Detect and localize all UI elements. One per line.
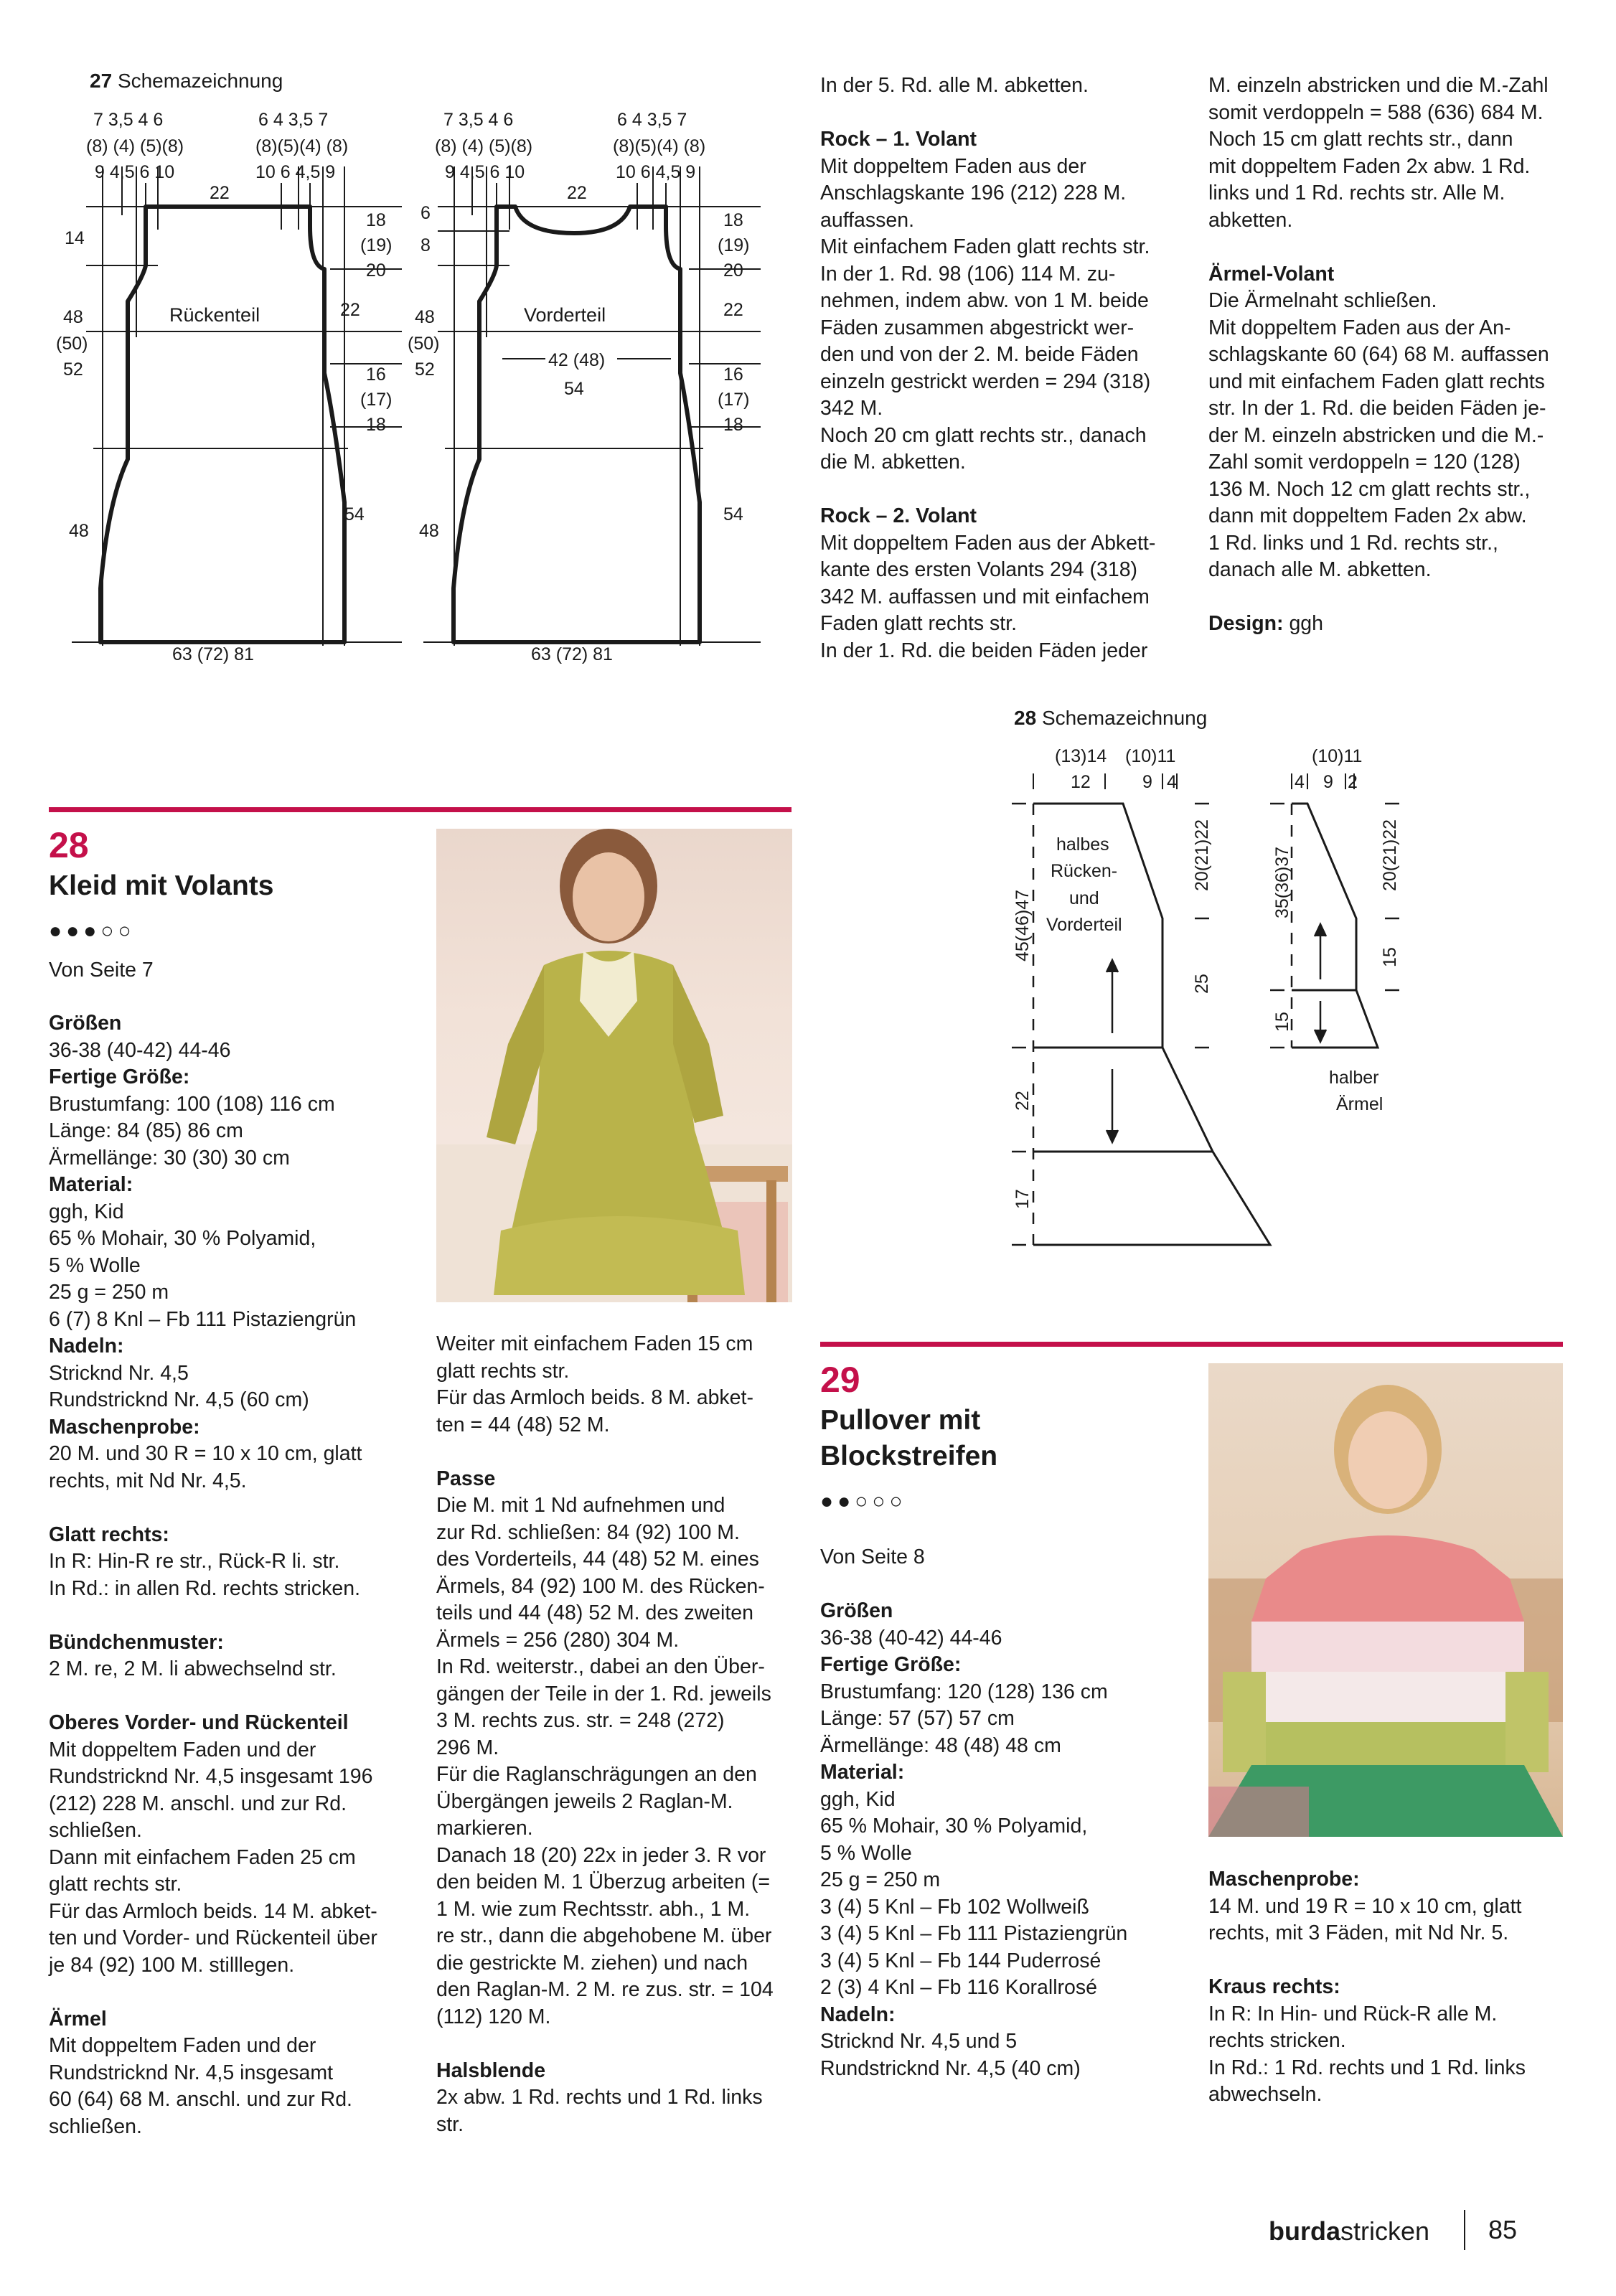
body-left-17: 17 xyxy=(1013,1189,1033,1209)
col2-line: teils und 44 (48) 52 M. des zweiten xyxy=(436,1601,753,1624)
back-left-48: 48 xyxy=(63,307,83,327)
col2-line: Für die Raglanschrägungen an den xyxy=(436,1763,757,1786)
back-top-right-1: 6 4 3,5 7 xyxy=(258,110,329,130)
section-heading: Ärmel xyxy=(49,2007,107,2031)
article28-photo xyxy=(436,829,792,1302)
spec-line: ggh, Kid xyxy=(49,1200,124,1223)
spec-line: Rundstricknd Nr. 4,5 (40 cm) xyxy=(820,2056,1081,2080)
front-piece-label: Vorderteil xyxy=(524,304,606,326)
col2-line: 2x abw. 1 Rd. rechts und 1 Rd. links xyxy=(436,2086,763,2109)
article28-difficulty: ●●●○○ xyxy=(49,919,136,943)
front-top-left-1: 7 3,5 4 6 xyxy=(443,110,514,130)
article29-difficulty: ●●○○○ xyxy=(820,1490,907,1513)
body-top-2: (10)11 xyxy=(1125,746,1176,766)
col4-line: In R: In Hin- und Rück-R alle M. xyxy=(1208,2002,1498,2026)
col4-line: In Rd.: 1 Rd. rechts und 1 Rd. links xyxy=(1208,2056,1526,2079)
col2-line: Ärmels = 256 (280) 304 M. xyxy=(436,1628,680,1652)
sleeve-top-4: 2 xyxy=(1348,772,1358,792)
article28-rule xyxy=(49,807,791,812)
spec-heading-gauge: Maschenprobe: xyxy=(1208,1868,1360,1891)
spec-line: Stricknd Nr. 4,5 xyxy=(49,1361,189,1385)
front-top-right-2: (8)(5)(4) (8) xyxy=(613,136,706,156)
article29-rule xyxy=(820,1342,1563,1347)
body-label-2: Rücken- xyxy=(1051,861,1118,881)
col4-line: 14 M. und 19 R = 10 x 10 cm, glatt xyxy=(1208,1894,1522,1918)
front-neck: 22 xyxy=(567,183,587,203)
schema28-caption: 28 Schemazeichnung xyxy=(1014,707,1208,729)
col4-line: links und 1 Rd. rechts str. Alle M. xyxy=(1208,182,1505,204)
front-right-22: 22 xyxy=(723,300,743,320)
column4-top-text xyxy=(1208,72,1582,638)
front-right-17: (17) xyxy=(718,390,750,410)
article28-body xyxy=(49,1010,422,2140)
spec-heading-needles: Nadeln: xyxy=(49,1335,124,1358)
spec-heading-finished-size: Fertige Größe: xyxy=(49,1065,190,1088)
col4-line: Zahl somit verdoppeln = 120 (128) xyxy=(1208,451,1521,474)
section-heading: Bündchenmuster: xyxy=(49,1630,224,1654)
front-right-54: 54 xyxy=(723,504,743,524)
spec-line: Länge: 57 (57) 57 cm xyxy=(820,1707,1015,1730)
spec-line: 20 M. und 30 R = 10 x 10 cm, glatt xyxy=(49,1442,362,1465)
col3-line: Faden glatt rechts str. xyxy=(820,612,1018,635)
sleeve-right-15: 15 xyxy=(1380,947,1400,967)
spec-line: In R: Hin-R re str., Rück-R li. str. xyxy=(49,1550,340,1573)
spec-line: Ärmellänge: 30 (30) 30 cm xyxy=(49,1146,290,1170)
spec-line: glatt rechts str. xyxy=(49,1873,182,1896)
col4-line: somit verdoppeln = 588 (636) 684 M. xyxy=(1208,100,1544,124)
spec-line: 3 (4) 5 Knl – Fb 144 Puderrosé xyxy=(820,1949,1101,1972)
spec-line: Mit doppeltem Faden und der xyxy=(49,2034,316,2057)
spec-line: Brustumfang: 100 (108) 116 cm xyxy=(49,1092,335,1116)
brand-bold: burda xyxy=(1269,2216,1341,2246)
col3-line: nehmen, indem abw. von 1 M. beide xyxy=(820,289,1149,312)
col2-line: Danach 18 (20) 22x in jeder 3. R vor xyxy=(436,1843,766,1867)
col2-line: die gestrickte M. ziehen) und nach xyxy=(436,1951,748,1975)
col4-line: 136 M. Noch 12 cm glatt rechts str., xyxy=(1208,477,1531,501)
section-heading-kraus: Kraus rechts: xyxy=(1208,1975,1340,1998)
spec-heading-sizes: Größen xyxy=(49,1012,122,1035)
col4-line: dann mit doppeltem Faden 2x abw. xyxy=(1208,504,1527,527)
spec-line: 65 % Mohair, 30 % Polyamid, xyxy=(49,1227,316,1250)
col2-line: In Rd. weiterstr., dabei an den Über- xyxy=(436,1655,765,1678)
spec-line: 65 % Mohair, 30 % Polyamid, xyxy=(820,1815,1088,1838)
spec-line: 25 g = 250 m xyxy=(49,1281,169,1304)
back-left-52: 52 xyxy=(63,359,83,380)
spec-line: 36-38 (40-42) 44-46 xyxy=(49,1038,231,1062)
article29-photo xyxy=(1208,1363,1563,1837)
spec-line: 2 (3) 4 Knl – Fb 116 Korallrosé xyxy=(820,1976,1098,1999)
spec-line: 6 (7) 8 Knl – Fb 111 Pistaziengrün xyxy=(49,1307,357,1331)
schema28-diagram xyxy=(1005,739,1450,1256)
col3-line: Anschlagskante 196 (212) 228 M. xyxy=(820,182,1127,204)
front-mid-width-1: 42 (48) xyxy=(548,350,606,370)
col3-line: In der 1. Rd. 98 (106) 114 M. zu- xyxy=(820,262,1116,286)
col4-line: 1 Rd. links und 1 Rd. rechts str., xyxy=(1208,531,1498,555)
body-top-1: (13)14 xyxy=(1055,746,1107,766)
back-top-right-3: 10 6 4,5 9 xyxy=(255,162,336,182)
col2-line: 1 M. wie zum Rechtsstr. abh., 1 M. xyxy=(436,1897,751,1921)
col4-line: rechts, mit 3 Fäden, mit Nd Nr. 5. xyxy=(1208,1921,1509,1944)
spec-heading-material: Material: xyxy=(820,1761,905,1784)
back-right-17: (17) xyxy=(360,390,393,410)
col3-line: Mit einfachem Faden glatt rechts str. xyxy=(820,235,1150,258)
back-right-16: 16 xyxy=(366,364,386,385)
front-right-19: (19) xyxy=(718,235,750,255)
front-top-left-2: (8) (4) (5)(8) xyxy=(435,136,533,156)
col2-line: Übergängen jeweils 2 Raglan-M. xyxy=(436,1789,733,1813)
col4-line: Noch 15 cm glatt rechts str., dann xyxy=(1208,128,1513,151)
front-bottom-width: 63 (72) 81 xyxy=(531,644,613,664)
front-right-18b: 18 xyxy=(723,415,743,435)
col4-line: Die Ärmelnaht schließen. xyxy=(1208,289,1437,312)
spec-line: Rundstricknd Nr. 4,5 insgesamt 196 xyxy=(49,1765,373,1788)
spec-line: Länge: 84 (85) 86 cm xyxy=(49,1119,243,1142)
col3-line: Fäden zusammen abgestrickt wer- xyxy=(820,316,1135,339)
column2-bottom-text xyxy=(436,1331,809,2138)
front-piece-diagram xyxy=(408,110,761,664)
column3-top-text xyxy=(820,72,1186,664)
col3-line: auffassen. xyxy=(820,208,914,232)
article29-title-line1: Pullover mit xyxy=(820,1405,981,1436)
spec-line: ggh, Kid xyxy=(820,1787,896,1811)
col4-line: danach alle M. abketten. xyxy=(1208,558,1432,581)
body-right-20: 20(21)22 xyxy=(1192,819,1212,891)
body-label-3: und xyxy=(1069,888,1099,908)
spec-line: 36-38 (40-42) 44-46 xyxy=(820,1626,1002,1650)
col4-line: Mit doppeltem Faden aus der An- xyxy=(1208,316,1511,339)
back-left-48b: 48 xyxy=(69,521,89,541)
schema27-caption: 27 Schemazeichnung xyxy=(90,70,283,92)
schema27-diagram xyxy=(43,100,804,674)
sleeve-left-15: 15 xyxy=(1272,1012,1292,1032)
col2-line: glatt rechts str. xyxy=(436,1359,570,1383)
back-left-50: (50) xyxy=(56,334,88,354)
back-neck: 22 xyxy=(210,183,230,203)
col4-heading-aermel-volant: Ärmel-Volant xyxy=(1208,262,1335,286)
col4-line: mit doppeltem Faden 2x abw. 1 Rd. xyxy=(1208,154,1531,178)
spec-line: Mit doppeltem Faden und der xyxy=(49,1738,316,1761)
front-left-8: 8 xyxy=(421,235,431,255)
col3-line: den und von der 2. M. beide Fäden xyxy=(820,343,1139,366)
article28-title: Kleid mit Volants xyxy=(49,870,274,901)
spec-line: Rundstricknd Nr. 4,5 (60 cm) xyxy=(49,1388,309,1411)
spec-line: Ärmellänge: 48 (48) 48 cm xyxy=(820,1733,1061,1757)
back-left-14: 14 xyxy=(65,228,85,248)
col2-line: zur Rd. schließen: 84 (92) 100 M. xyxy=(436,1520,740,1544)
body-top-5: 4 xyxy=(1167,772,1177,792)
back-top-left-2: (8) (4) (5)(8) xyxy=(86,136,184,156)
column4-bottom-text xyxy=(1208,1866,1582,2109)
spec-line: ten und Vorder- und Rückenteil über xyxy=(49,1926,377,1949)
spec-line: 25 g = 250 m xyxy=(820,1868,941,1891)
col4-line: der M. einzeln abstricken und die M.- xyxy=(1208,423,1544,447)
front-left-48: 48 xyxy=(415,307,435,327)
spec-line: 5 % Wolle xyxy=(49,1253,141,1277)
spec-line: Rundstricknd Nr. 4,5 insgesamt xyxy=(49,2061,334,2084)
spec-heading-sizes: Größen xyxy=(820,1599,893,1622)
page-number: 85 xyxy=(1488,2215,1518,2244)
col2-line: (112) 120 M. xyxy=(436,2005,551,2028)
body-label-4: Vorderteil xyxy=(1046,915,1122,935)
spec-line: 2 M. re, 2 M. li abwechselnd str. xyxy=(49,1657,337,1680)
back-piece-diagram xyxy=(56,110,402,664)
spec-line: schließen. xyxy=(49,2114,142,2138)
section-heading: Glatt rechts: xyxy=(49,1523,169,1546)
col3-heading-rock1: Rock – 1. Volant xyxy=(820,128,977,151)
col4-line: M. einzeln abstricken und die M.-Zahl xyxy=(1208,74,1549,97)
back-top-left-3: 9 4,5 6 10 xyxy=(95,162,175,182)
col3-line: Mit doppeltem Faden aus der Abkett- xyxy=(820,531,1156,555)
front-top-right-3: 10 6 4,5 9 xyxy=(616,162,696,182)
section-heading-halsblende: Halsblende xyxy=(436,2059,546,2082)
body-left-22: 22 xyxy=(1013,1091,1033,1111)
back-piece-label: Rückenteil xyxy=(169,304,260,326)
back-right-22: 22 xyxy=(340,300,360,320)
col2-line: 3 M. rechts zus. str. = 248 (272) xyxy=(436,1709,725,1732)
section-heading: Oberes Vorder- und Rückenteil xyxy=(49,1711,349,1734)
front-left-50: (50) xyxy=(408,334,440,354)
col2-line: re str., dann die abgehobene M. über xyxy=(436,1924,772,1947)
spec-line: 60 (64) 68 M. anschl. und zur Rd. xyxy=(49,2088,352,2111)
back-right-54: 54 xyxy=(344,504,365,524)
col2-line: Weiter mit einfachem Faden 15 cm xyxy=(436,1332,753,1355)
spec-heading-needles: Nadeln: xyxy=(820,2003,896,2026)
footer-brand xyxy=(1269,2216,1429,2247)
spec-heading-finished-size: Fertige Größe: xyxy=(820,1653,962,1676)
col2-line: markieren. xyxy=(436,1817,533,1840)
back-right-19: (19) xyxy=(360,235,393,255)
front-mid-width-2: 54 xyxy=(564,379,584,399)
article28-from: Von Seite 7 xyxy=(49,959,154,982)
footer-divider xyxy=(1464,2210,1465,2250)
spec-line: (212) 228 M. anschl. und zur Rd. xyxy=(49,1792,347,1815)
col2-line: Für das Armloch beids. 8 M. abket- xyxy=(436,1386,753,1409)
spec-line: 3 (4) 5 Knl – Fb 102 Wollweiß xyxy=(820,1895,1089,1919)
sleeve-top-1: (10)11 xyxy=(1312,746,1363,766)
col2-line: den beiden M. 1 Überzug arbeiten (= xyxy=(436,1871,771,1893)
col3-heading-rock2: Rock – 2. Volant xyxy=(820,504,977,527)
section-heading-passe: Passe xyxy=(436,1467,496,1490)
article29-number: 29 xyxy=(820,1360,860,1400)
article28-number: 28 xyxy=(49,825,89,865)
spec-line: je 84 (92) 100 M. stilllegen. xyxy=(49,1953,295,1977)
col3-line: 342 M. auffassen und mit einfachem xyxy=(820,585,1150,608)
col3-line: In der 5. Rd. alle M. abketten. xyxy=(820,74,1089,97)
col2-line: str. xyxy=(436,2112,464,2136)
col2-line: den Raglan-M. 2 M. re zus. str. = 104 xyxy=(436,1978,774,2001)
front-top-left-3: 9 4,5 6 10 xyxy=(445,162,525,182)
col2-line: 296 M. xyxy=(436,1736,499,1759)
col4-line: rechts stricken. xyxy=(1208,2029,1346,2052)
col2-line: Die M. mit 1 Nd aufnehmen und xyxy=(436,1494,725,1517)
spec-line: schließen. xyxy=(49,1819,142,1842)
col4-line: und mit einfachem Faden glatt rechts xyxy=(1208,370,1545,393)
back-bottom-width: 63 (72) 81 xyxy=(172,644,254,664)
col4-line: abwechseln. xyxy=(1208,2083,1323,2106)
spec-heading-material: Material: xyxy=(49,1173,133,1196)
col4-line: abketten. xyxy=(1208,208,1293,232)
front-left-52: 52 xyxy=(415,359,435,380)
brand-light: stricken xyxy=(1340,2216,1430,2246)
back-top-left-1: 7 3,5 4 6 xyxy=(93,110,164,130)
front-right-18: 18 xyxy=(723,210,743,230)
front-right-20: 20 xyxy=(723,260,743,281)
spec-line: Für das Armloch beids. 14 M. abket- xyxy=(49,1899,377,1923)
body-left-45: 45(46)47 xyxy=(1013,889,1033,961)
back-right-18b: 18 xyxy=(366,415,386,435)
front-top-right-1: 6 4 3,5 7 xyxy=(617,110,687,130)
col2-line: Ärmels, 84 (92) 100 M. des Rücken- xyxy=(436,1574,765,1598)
front-left-6: 6 xyxy=(421,203,431,223)
spec-line: Dann mit einfachem Faden 25 cm xyxy=(49,1845,356,1869)
col3-line: kante des ersten Volants 294 (318) xyxy=(820,558,1138,581)
sleeve-top-2: 4 xyxy=(1295,772,1305,792)
col2-line: ten = 44 (48) 52 M. xyxy=(436,1413,610,1436)
article29-from: Von Seite 8 xyxy=(820,1545,925,1568)
col4-line: schlagskante 60 (64) 68 M. auffassen xyxy=(1208,343,1549,366)
sleeve-label-2: Ärmel xyxy=(1336,1094,1384,1114)
body-top-3: 12 xyxy=(1071,772,1091,792)
spec-line: In Rd.: in allen Rd. rechts stricken. xyxy=(49,1576,361,1600)
col3-line: Noch 20 cm glatt rechts str., danach xyxy=(820,423,1147,447)
spec-heading-gauge: Maschenprobe: xyxy=(49,1415,200,1439)
col3-line: die M. abketten. xyxy=(820,451,966,474)
body-top-4: 9 xyxy=(1142,772,1152,792)
col3-line: Mit doppeltem Faden aus der xyxy=(820,154,1086,178)
spec-line: 5 % Wolle xyxy=(820,1841,912,1865)
spec-line: Stricknd Nr. 4,5 und 5 xyxy=(820,2030,1018,2053)
sleeve-label-1: halber xyxy=(1329,1068,1379,1088)
back-right-20: 20 xyxy=(366,260,386,281)
sleeve-left-35: 35(36)37 xyxy=(1272,846,1292,918)
col4-line: str. In der 1. Rd. die beiden Fäden je- xyxy=(1208,397,1546,420)
col3-line: einzeln gestrickt werden = 294 (318) xyxy=(820,370,1151,393)
body-label-1: halbes xyxy=(1056,834,1109,855)
sleeve-top-3: 9 xyxy=(1323,772,1333,792)
article29-body xyxy=(820,1598,1193,2082)
col2-line: des Vorderteils, 44 (48) 52 M. eines xyxy=(436,1548,759,1571)
spec-line: rechts, mit Nd Nr. 4,5. xyxy=(49,1469,247,1492)
body-right-25: 25 xyxy=(1192,974,1212,994)
front-left-48b: 48 xyxy=(419,521,439,541)
spec-line: Brustumfang: 120 (128) 136 cm xyxy=(820,1680,1108,1703)
col3-line: In der 1. Rd. die beiden Fäden jeder xyxy=(820,639,1148,662)
back-top-right-2: (8)(5)(4) (8) xyxy=(255,136,349,156)
sleeve-right-20: 20(21)22 xyxy=(1380,819,1400,891)
front-right-16: 16 xyxy=(723,364,743,385)
col3-line: 342 M. xyxy=(820,397,883,420)
back-right-18: 18 xyxy=(366,210,386,230)
design-credit: Design: ggh xyxy=(1208,612,1323,635)
col2-line: gängen der Teile in der 1. Rd. jeweils xyxy=(436,1682,771,1705)
article29-title-line2: Blockstreifen xyxy=(820,1441,998,1472)
spec-line: 3 (4) 5 Knl – Fb 111 Pistaziengrün xyxy=(820,1922,1128,1945)
